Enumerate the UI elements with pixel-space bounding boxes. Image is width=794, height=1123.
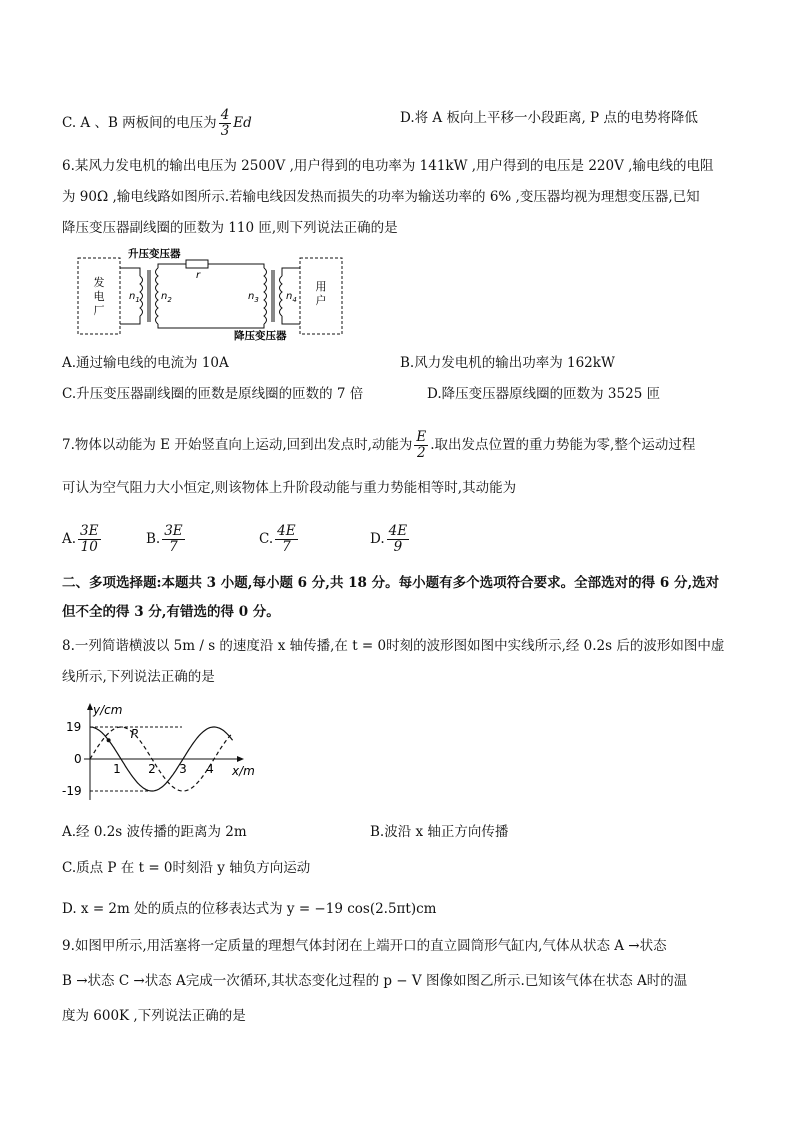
coil-n3: [264, 268, 267, 324]
q7-stem-line1: [62, 430, 695, 461]
q8-option-b: B.波沿 x 轴正方向传播: [370, 824, 509, 840]
n3-label: $n_3$: [248, 291, 259, 304]
fraction-numerator: 4E: [388, 523, 408, 539]
step-up-label: 升压变压器: [128, 248, 181, 260]
q9-stem-line3: 度为 600K ,下列说法正确的是: [62, 1008, 246, 1024]
q5-option-c: [62, 108, 252, 139]
q6-option-a: A.通过输电线的电流为 10A: [62, 355, 229, 371]
resistor-r: [186, 260, 208, 268]
section2-heading-line2: 但不全的得 3 分,有错选的得 0 分。: [62, 604, 280, 620]
n4-label: $n_4$: [286, 291, 297, 304]
q7-option-a: [62, 524, 103, 555]
q7-stem-line2: 可认为空气阻力大小恒定,则该物体上升阶段动能与重力势能相等时,其动能为: [62, 480, 517, 496]
q9-stem-line2: B →状态 C →状态 A完成一次循环,其状态变化过程的 p − V 图像如图乙所示.已知该气体在状态 A时的温: [62, 973, 688, 989]
step-down-label: 降压变压器: [234, 330, 287, 342]
option-label: A.: [62, 531, 77, 547]
wire-user-bottom: [282, 316, 300, 324]
fraction-denominator: 10: [80, 539, 98, 555]
generator-label-3: 厂: [93, 304, 105, 317]
wire-gen-bottom: [120, 316, 140, 324]
fraction-denominator: 3: [220, 123, 230, 139]
wire-gen-top: [120, 268, 140, 276]
origin-label: 0: [74, 752, 82, 766]
q8-option-d: D. x = 2m 处的质点的位移表达式为 y = −19 cos(2.5πt)cm: [62, 901, 437, 917]
wave-graph: [62, 700, 272, 806]
x-tick-4: 4: [206, 762, 214, 776]
x-tick-1: 1: [113, 762, 121, 776]
option-label: D.: [370, 531, 385, 547]
n2-label: $n_2$: [161, 291, 172, 304]
section2-heading-line1: 二、多项选择题:本题共 3 小题,每小题 6 分,共 18 分。每小题有多个选项符合要求。全部选对的得 6 分,选对: [62, 575, 720, 591]
user-label-1: 用: [315, 280, 327, 293]
fraction-numerator: 4: [220, 107, 230, 123]
q5-option-c-var: Ed: [233, 115, 252, 131]
point-p-label: P: [130, 727, 138, 742]
x-axis-arrow: [237, 756, 244, 762]
q5-option-d: D.将 A 板向上平移一小段距离, P 点的电势将降低: [400, 110, 698, 126]
x-tick-2: 2: [148, 762, 156, 776]
fraction-numerator: 3E: [80, 523, 99, 539]
q6-option-b: B.风力发电机的输出功率为 162kW: [400, 355, 615, 371]
fraction-numerator: 3E: [164, 523, 183, 539]
q9-stem-line1: 9.如图甲所示,用活塞将一定质量的理想气体封闭在上端开口的直立圆筒形气缸内,气体从状态 A →状态: [62, 938, 667, 954]
option-label: B.: [146, 531, 161, 547]
option-fraction: [387, 524, 409, 555]
wire-user-top: [282, 268, 300, 276]
wire-top-left: [158, 264, 186, 268]
generator-label-2: 电: [93, 290, 105, 303]
q7-stem-part-b: .取出发点位置的重力势能为零,整个运动过程: [430, 437, 696, 453]
option-fraction: [275, 524, 297, 555]
q6-stem-line1: 6.某风力发电机的输出电压为 2500V ,用户得到的电功率为 141kW ,用户得到的电压是 220V ,输电线的电阻: [62, 158, 714, 174]
y-axis-label: y/cm: [93, 703, 123, 717]
q8-option-a: A.经 0.2s 波传播的距离为 2m: [62, 824, 247, 840]
wire-top-right: [208, 264, 264, 268]
user-label-2: 户: [315, 294, 327, 307]
y-min-label: -19: [62, 784, 82, 798]
coil-n1: [140, 276, 143, 316]
q5-option-c-text: C. A 、B 两板间的电压为: [62, 115, 217, 131]
generator-label-1: 发: [93, 276, 105, 289]
wire-bottom: [158, 324, 264, 328]
x-tick-3: 3: [179, 762, 187, 776]
q6-stem-line3: 降压变压器副线圈的匝数为 110 匝,则下列说法正确的是: [62, 220, 398, 236]
q7-fraction: [414, 430, 428, 461]
fraction-numerator: E: [416, 429, 427, 445]
resistor-label: r: [195, 270, 201, 281]
q7-option-b: [146, 524, 187, 555]
q6-option-c: C.升压变压器副线圈的匝数是原线圈的匝数的 7 倍: [62, 386, 364, 402]
q8-option-c: C.质点 P 在 t = 0时刻沿 y 轴负方向运动: [62, 860, 311, 876]
fraction-denominator: 7: [169, 539, 178, 555]
fraction-denominator: 2: [417, 445, 426, 461]
q8-stem-line2: 线所示,下列说法正确的是: [62, 669, 215, 685]
q8-stem-line1: 8.一列简谐横波以 5m / s 的速度沿 x 轴传播,在 t = 0时刻的波形图如图中实线所示,经 0.2s 后的波形如图中虚: [62, 638, 725, 654]
option-label: C.: [259, 531, 274, 547]
q7-option-d: [370, 524, 411, 555]
x-axis-label: x/m: [232, 764, 255, 778]
q5-fraction: [219, 108, 232, 139]
q6-option-d: D.降压变压器原线圈的匝数为 3525 匝: [427, 386, 661, 402]
q6-stem-line2: 为 90Ω ,输电线路如图所示.若输电线因发热而损失的功率为输送功率的 6% ,变压器均视为理想变压器,已知: [62, 189, 700, 205]
q7-option-c: [259, 524, 300, 555]
n1-label: $n_1$: [129, 291, 140, 304]
coil-n2: [156, 268, 159, 324]
coil-n4: [280, 276, 283, 316]
fraction-numerator: 4E: [277, 523, 296, 539]
fraction-denominator: 9: [393, 539, 403, 555]
y-max-label: 19: [66, 720, 82, 734]
q7-stem-part-a: 7.物体以动能为 E 开始竖直向上运动,回到出发点时,动能为: [62, 437, 413, 453]
fraction-denominator: 7: [282, 539, 291, 555]
option-fraction: [78, 524, 100, 555]
option-fraction: [162, 524, 184, 555]
transmission-diagram: [74, 246, 354, 342]
point-p: [107, 738, 111, 742]
